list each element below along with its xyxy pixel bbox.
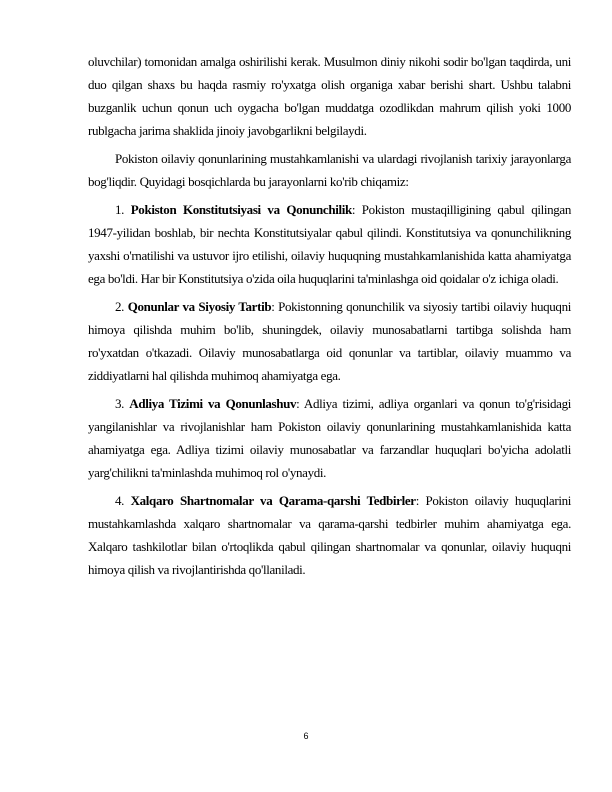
list-item-number: 1. (115, 202, 125, 217)
list-item (88, 295, 571, 387)
list-item-title: Adliya Tizimi va Qonunlashuv (129, 396, 297, 411)
paragraph-continuation: oluvchilar) tomonidan amalga oshirilishi kerak. Musulmon diniy nikohi sodir bo'lgan taqdirda, uni duo qilgan shaxs bu haqda rasmiy ro'yxatga olish organiga xabar berishi shart. Ushbu talabni buzganlik uchun qonun uch oygacha bo'lgan muddatga ozodlikdan mahrum qilish yoki 1000 rublgacha jarima shaklida jinoiy javobgarlikni belgilaydi. (88, 54, 571, 138)
list-item-number: 4. (115, 493, 125, 508)
paragraph-intro: Pokiston oilaviy qonunlarining mustahkamlanishi va ulardagi rivojlanish tarixiy jarayonlarga bog'liqdir. Quyidagi bosqichlarda bu jarayonlarni ko'rib chiqamiz: (88, 151, 571, 189)
list-item-text: : Pokiston oilaviy huquqlarini mustahkamlashda xalqaro shartnomalar va qarama-qarshi tedbirler muhim ahamiyatga ega. Xalqaro tashkilotlar bilan o'rtoqlikda qabul qilingan shartnomalar va qonunlar, oilaviy huquqni himoya qilish va rivojlantirishda qo'llaniladi. (88, 493, 572, 577)
list-item-title: Qonunlar va Siyosiy Tartib (127, 299, 272, 314)
list-item-text: : Pokiston mustaqilligining qabul qilingan 1947-yilidan boshlab, bir nechta Konstitutsiyalar qabul qilindi. Konstitutsiya va qonunchilikning yaxshi o'rnatilishi va ustuvor ijro etilishi, oilaviy huquqning mustahkamlanishida katta ahamiyatga ega bo'ldi. Har bir Konstitutsiya o'zida oila huquqlarini ta'minlashga oid qoidalar o'z ichiga oladi. (88, 202, 571, 286)
page-number: 6 (303, 731, 309, 741)
list-item-title: Pokiston Konstitutsiyasi va Qonunchilik (130, 202, 352, 217)
list-item (88, 392, 571, 484)
list-item-number: 2. (115, 299, 125, 314)
list-item-title: Xalqaro Shartnomalar va Qarama-qarshi Tedbirler (130, 493, 416, 508)
list-item-text: : Adliya tizimi, adliya organlari va qonun to'g'risidagi yangilanishlar va rivojlanishlar ham Pokiston oilaviy qonunlarining mustahkamlanishida katta ahamiyatga ega. Adliya tizimi oilaviy munosabatlar va farzandlar huquqlari bo'yicha adolatli yarg'chilikni ta'minlashda muhimoq rol o'ynaydi. (88, 396, 571, 480)
page-body (88, 50, 571, 586)
list-item-text: : Pokistonning qonunchilik va siyosiy tartibi oilaviy huquqni himoya qilishda muhim bo'lib, shuningdek, oilaviy munosabatlarni tartibga solishda ham ro'yxatdan o'tkazadi. Oilaviy munosabatlarga oid qonunlar va tartiblar, oilaviy muammo va ziddiyatlarni hal qilishda muhimoq ahamiyatga ega. (88, 299, 571, 383)
list-item (88, 198, 571, 290)
list-item (88, 489, 571, 581)
list-item-number: 3. (115, 396, 125, 411)
